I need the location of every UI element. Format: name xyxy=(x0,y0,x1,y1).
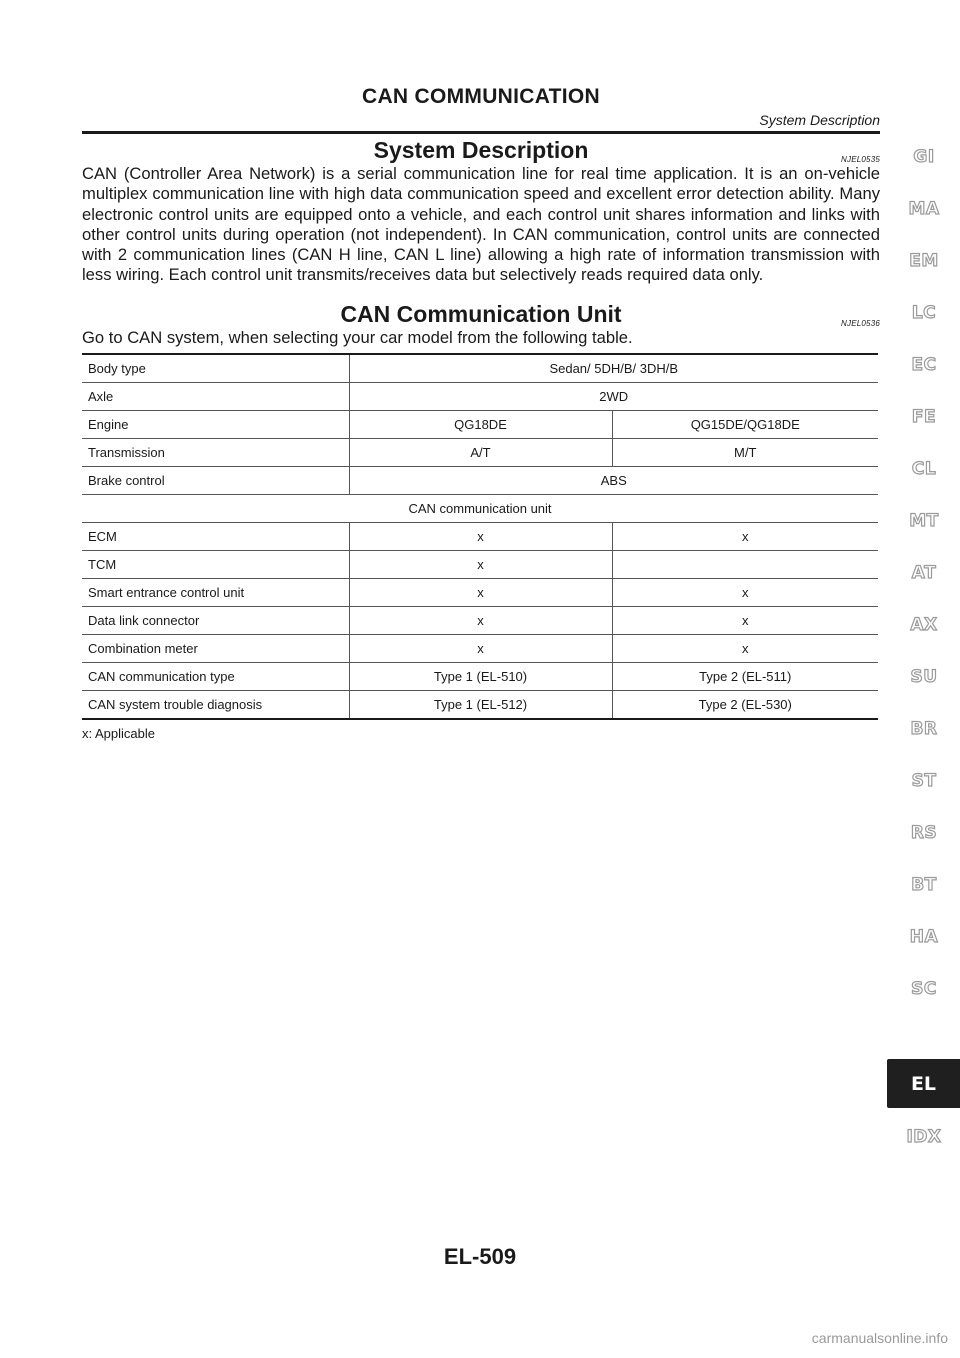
table-cell: x xyxy=(612,579,878,607)
table-row xyxy=(82,607,878,635)
sidebar-item[interactable]: MT xyxy=(909,511,939,531)
sidebar-item[interactable]: SU xyxy=(910,667,938,687)
table-cell: x xyxy=(349,579,612,607)
table-cell: x xyxy=(349,523,612,551)
table-row xyxy=(82,383,878,411)
table-row xyxy=(82,551,878,579)
page-number: EL-509 xyxy=(443,1244,517,1269)
section-heading-can-unit xyxy=(82,300,880,328)
table-cell: QG15DE/QG18DE xyxy=(612,411,878,439)
table-cell xyxy=(612,551,878,579)
page-header xyxy=(82,84,880,134)
section-code: NJEL0535 xyxy=(841,155,880,164)
table-cell: x xyxy=(349,635,612,663)
sidebar-item[interactable]: BT xyxy=(911,875,937,895)
table-cell: Type 1 (EL-510) xyxy=(349,663,612,691)
table-cell: Smart entrance control unit xyxy=(82,579,349,607)
sidebar-item[interactable]: LC xyxy=(911,303,937,323)
section-title: System Description xyxy=(373,137,589,163)
sidebar-item[interactable]: EM xyxy=(909,251,939,271)
table-cell: Engine xyxy=(82,411,349,439)
table-row xyxy=(82,467,878,495)
table-cell: Type 2 (EL-530) xyxy=(612,691,878,720)
can-unit-intro: Go to CAN system, when selecting your car model from the following table. xyxy=(82,327,633,347)
header-title: CAN COMMUNICATION xyxy=(361,85,601,108)
table-cell: CAN system trouble diagnosis xyxy=(88,697,263,713)
sidebar-item[interactable]: GI xyxy=(913,147,935,167)
header-rule xyxy=(82,131,880,134)
table-cell: M/T xyxy=(612,439,878,467)
sidebar-item[interactable]: AX xyxy=(910,615,938,635)
sidebar-item[interactable]: IDX xyxy=(906,1127,942,1147)
sidebar-item[interactable]: HA xyxy=(909,927,939,947)
table-row xyxy=(82,663,878,691)
table-cell: Body type xyxy=(82,354,349,383)
table-row xyxy=(82,439,878,467)
header-subtitle: System Description xyxy=(759,112,880,128)
table-cell: x xyxy=(612,523,878,551)
sidebar-item[interactable]: MA xyxy=(908,199,940,219)
sidebar-item[interactable]: FE xyxy=(911,407,937,427)
sidebar-item[interactable]: EC xyxy=(911,355,937,375)
sidebar-item[interactable]: RS xyxy=(910,823,938,843)
sidebar-item[interactable]: BR xyxy=(910,719,938,739)
sidebar-item-active[interactable]: EL xyxy=(887,1059,960,1108)
table-cell: x xyxy=(612,635,878,663)
sidebar-item[interactable]: ST xyxy=(911,771,937,791)
system-description-paragraph: CAN (Controller Area Network) is a serial communication line for real time application. It is an on-vehicle multiplex communication line with high data communication speed and excellent error detection ability. Many electronic control units are equipped onto a vehicle, and each control unit shares information and links with other control units during operation (not independent). In CAN communication, control units are connected with 2 communication lines (CAN H line, CAN L line) allowing a high rate of information transmission with less wiring. Each control unit transmits/receives data but selectively reads required data only. xyxy=(82,164,880,285)
table-cell: x xyxy=(349,551,612,579)
section-heading-system-description xyxy=(82,136,880,164)
table-cell: TCM xyxy=(82,551,349,579)
sidebar-item[interactable]: AT xyxy=(911,563,937,583)
table-row xyxy=(82,523,878,551)
table-footnote: x: Applicable xyxy=(82,726,155,742)
table-cell: Sedan/ 5DH/B/ 3DH/B xyxy=(349,354,878,383)
table-cell: Transmission xyxy=(82,439,349,467)
table-cell: x xyxy=(349,607,612,635)
table-row xyxy=(82,495,878,523)
main-content xyxy=(82,136,880,741)
table-cell: Type 2 (EL-511) xyxy=(612,663,878,691)
table-row xyxy=(82,635,878,663)
sidebar-item[interactable]: CL xyxy=(911,459,937,479)
section-title: CAN Communication Unit xyxy=(340,300,622,327)
table-cell: Type 1 (EL-512) xyxy=(349,691,612,720)
table-row xyxy=(82,579,878,607)
table-cell: A/T xyxy=(349,439,612,467)
table-cell: CAN communication unit xyxy=(82,495,878,523)
table-cell: Data link connector xyxy=(82,607,349,635)
sidebar-item[interactable]: SC xyxy=(911,979,937,999)
table-row xyxy=(82,411,878,439)
table-cell: ABS xyxy=(349,467,878,495)
table-row xyxy=(82,691,878,720)
table-cell: Combination meter xyxy=(82,635,349,663)
table-cell: CAN communication type xyxy=(82,663,349,691)
can-communication-table xyxy=(82,353,878,720)
table-cell: 2WD xyxy=(349,383,878,411)
watermark: carmanualsonline.info xyxy=(811,1330,948,1346)
table-cell: ECM xyxy=(82,523,349,551)
table-row xyxy=(82,354,878,383)
table-cell: x xyxy=(612,607,878,635)
table-cell: QG18DE xyxy=(349,411,612,439)
table-cell: Brake control xyxy=(82,467,349,495)
table-cell: Axle xyxy=(82,383,349,411)
section-code: NJEL0536 xyxy=(841,318,880,328)
